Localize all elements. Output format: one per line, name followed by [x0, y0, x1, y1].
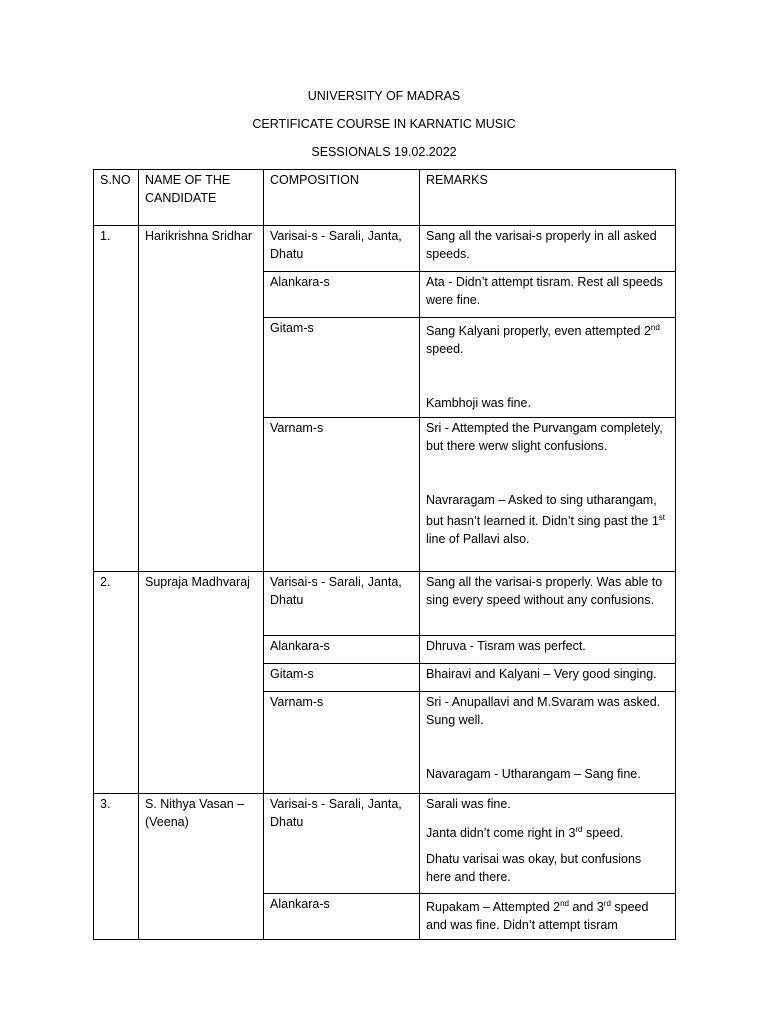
paragraph-spacer: [426, 455, 669, 491]
composition-cell: Alankara-s: [264, 894, 420, 940]
table-row: [94, 794, 676, 894]
candidate-name-cell: S. Nithya Vasan – (Veena): [139, 794, 264, 940]
remark-paragraph: Janta didn’t come right in 3rd speed.: [426, 825, 624, 841]
remark-paragraph: Rupakam – Attempted 2nd and 3rd speed and was fine. Didn’t attempt tisram: [426, 899, 649, 933]
header-remarks: REMARKS: [420, 170, 676, 226]
header-row: [94, 170, 676, 226]
remarks-cell: [420, 418, 676, 572]
remark-paragraph: Navraragam – Asked to sing utharangam, but hasn’t learned it. Didn’t sing past the 1st line of Pallavi also.: [426, 493, 666, 547]
remark-paragraph: Dhruva - Tisram was perfect.: [426, 639, 586, 653]
table-row: [94, 226, 676, 272]
paragraph-spacer: [426, 729, 669, 765]
table-body: [94, 226, 676, 940]
remarks-cell: [420, 226, 676, 272]
candidate-name-cell: Supraja Madhvaraj: [139, 572, 264, 794]
composition-cell: Varisai-s - Sarali, Janta, Dhatu: [264, 794, 420, 894]
course-title: CERTIFICATE COURSE IN KARNATIC MUSIC: [252, 117, 516, 131]
remark-paragraph: Sri - Attempted the Purvangam completely, but there werw slight confusions.: [426, 421, 663, 453]
header-sno: S.NO: [94, 170, 139, 226]
sno-cell: 3.: [94, 794, 139, 940]
table-row: [94, 572, 676, 636]
session-title: SESSIONALS 19.02.2022: [311, 145, 457, 159]
composition-cell: Gitam-s: [264, 664, 420, 692]
remark-paragraph: Ata - Didn’t attempt tisram. Rest all speeds were fine.: [426, 275, 663, 307]
remarks-cell: [420, 692, 676, 794]
candidate-name-cell: Harikrishna Sridhar: [139, 226, 264, 572]
remarks-cell: [420, 894, 676, 940]
composition-cell: Alankara-s: [264, 272, 420, 318]
paragraph-spacer: [426, 358, 669, 394]
remark-paragraph: Navaragam - Utharangam – Sang fine.: [426, 767, 641, 781]
remarks-cell: [420, 794, 676, 894]
remark-paragraph: Bhairavi and Kalyani – Very good singing.: [426, 667, 657, 681]
remark-paragraph: Sarali was fine.: [426, 797, 511, 811]
sessionals-table: [93, 169, 676, 940]
remarks-cell: [420, 318, 676, 418]
remarks-cell: [420, 572, 676, 636]
composition-cell: Varnam-s: [264, 692, 420, 794]
paragraph-spacer: [426, 842, 669, 850]
sno-cell: 1.: [94, 226, 139, 572]
university-title: UNIVERSITY OF MADRAS: [307, 89, 461, 103]
composition-cell: Varisai-s - Sarali, Janta, Dhatu: [264, 226, 420, 272]
composition-cell: Varisai-s - Sarali, Janta, Dhatu: [264, 572, 420, 636]
header-composition: COMPOSITION: [264, 170, 420, 226]
sno-cell: 2.: [94, 572, 139, 794]
remarks-cell: [420, 272, 676, 318]
remark-paragraph: Sang Kalyani properly, even attempted 2nd speed.: [426, 323, 660, 357]
remark-paragraph: Sri - Anupallavi and M.Svaram was asked. Sung well.: [426, 695, 661, 727]
composition-cell: Gitam-s: [264, 318, 420, 418]
composition-cell: Alankara-s: [264, 636, 420, 664]
remarks-cell: [420, 664, 676, 692]
remark-paragraph: Kambhoji was fine.: [426, 396, 531, 411]
remark-paragraph: Sang all the varisai-s properly in all asked speeds.: [426, 229, 657, 261]
header-name: NAME OF THE CANDIDATE: [139, 170, 264, 226]
remark-paragraph: Sang all the varisai-s properly. Was able to sing every speed without any confusions.: [426, 575, 663, 607]
remarks-cell: [420, 636, 676, 664]
paragraph-spacer: [426, 813, 669, 821]
remark-paragraph: Dhatu varisai was okay, but confusions here and there.: [426, 852, 642, 885]
composition-cell: Varnam-s: [264, 418, 420, 572]
